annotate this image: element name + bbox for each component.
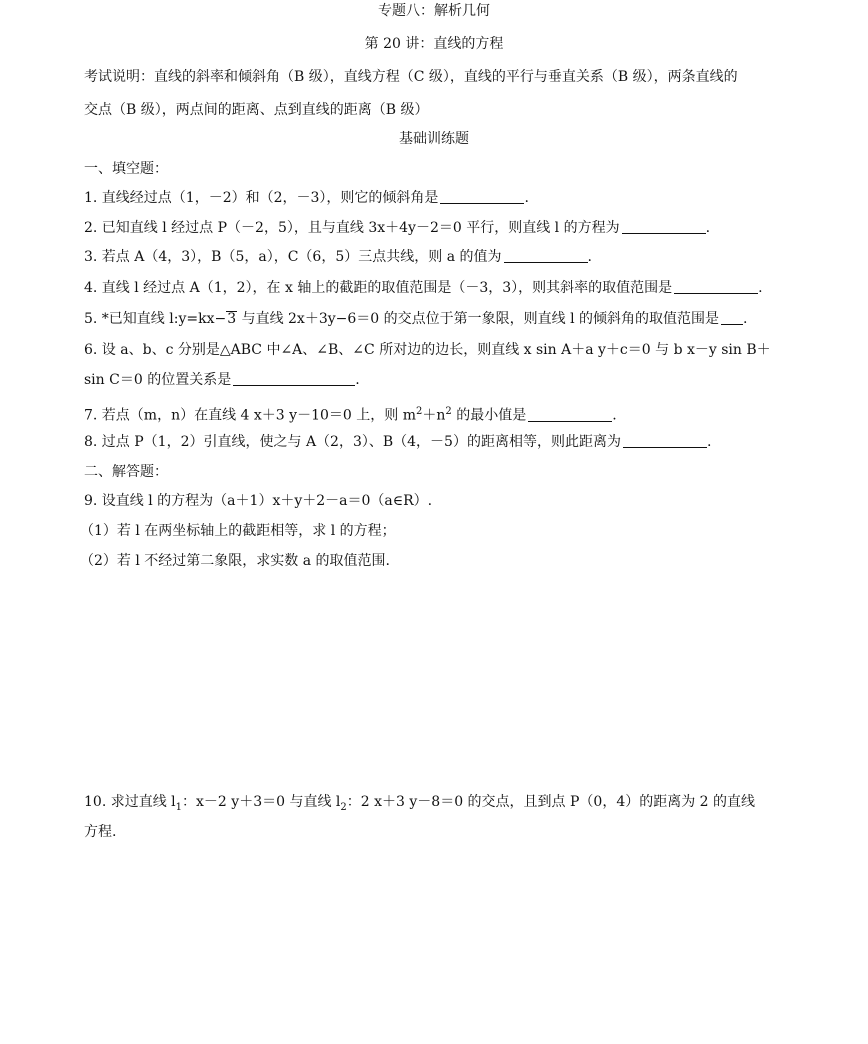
question-5: 5. *已知直线 l:y=kx−3 与直线 2x＋3y−6＝0 的交点位于第一象限，则直线 l 的倾斜角的取值范围是 . (84, 311, 748, 327)
lecture-title: 第 20 讲：直线的方程 (364, 36, 504, 52)
question-1-text: 1. 直线经过点（1，－2）和（2，－3），则它的倾斜角是 (84, 190, 439, 206)
question-9-stem: 9. 设直线 l 的方程为（a＋1）x＋y＋2－a＝0（a∈R）. (84, 493, 433, 509)
answer-blank[interactable] (721, 310, 743, 325)
topic-title: 专题八：解析几何 (378, 3, 490, 19)
answer-blank[interactable] (674, 279, 758, 294)
question-6-line2: sin C＝0 的位置关系是 . (84, 372, 360, 388)
exam-description-line2: 交点（B 级），两点间的距离、点到直线的距离（B 级） (84, 102, 429, 118)
question-2-text: 2. 已知直线 l 经过点 P（－2，5），且与直线 3x＋4y－2＝0 平行，则直线 l 的方程为 (84, 220, 620, 236)
question-3-text: 3. 若点 A（4，3），B（5，a），C（6，5）三点共线，则 a 的值为 (84, 249, 502, 265)
question-9-sub2: （2）若 l 不经过第二象限，求实数 a 的取值范围. (80, 553, 390, 569)
question-7: 7. 若点（m，n）在直线 4 x＋3 y－10＝0 上，则 $m^2+n^2$ 的最小值是 . (84, 406, 617, 424)
question-4-text: 4. 直线 l 经过点 A（1，2），在 x 轴上的截距的取值范围是（－3，3），则其斜率的取值范围是 (84, 280, 673, 296)
section-title: 基础训练题 (399, 131, 469, 147)
sqrt-expression: 3 (227, 311, 237, 327)
part1-title: 一、填空题： (84, 161, 168, 177)
part2-title: 二、解答题： (84, 464, 168, 480)
question-8: 8. 过点 P（1，2）引直线，使之与 A（2，3）、B（4，－5）的距离相等，则此距离为 . (84, 434, 712, 450)
question-10-line1: 10. 求过直线 $l_1$：x－2 y＋3＝0 与直线 $l_2$：2 x＋3 y－8＝0 的交点，且到点 P（0，4）的距离为 2 的直线 (84, 794, 756, 813)
answer-blank[interactable] (528, 407, 612, 422)
exam-description-line1: 考试说明：直线的斜率和倾斜角（B 级），直线方程（C 级），直线的平行与垂直关系（B 级），两条直线的 (84, 69, 738, 85)
answer-blank[interactable] (622, 219, 706, 234)
answer-blank[interactable] (623, 433, 707, 448)
question-4: 4. 直线 l 经过点 A（1，2），在 x 轴上的截距的取值范围是（－3，3），则其斜率的取值范围是 . (84, 280, 763, 296)
question-2: 2. 已知直线 l 经过点 P（－2，5），且与直线 3x＋4y－2＝0 平行，则直线 l 的方程为 . (84, 220, 711, 236)
question-1: 1. 直线经过点（1，－2）和（2，－3），则它的倾斜角是 . (84, 190, 529, 206)
question-3: 3. 若点 A（4，3），B（5，a），C（6，5）三点共线，则 a 的值为 . (84, 249, 592, 265)
question-6-line1: 6. 设 a、b、c 分别是△ABC 中∠A、∠B、∠C 所对边的边长，则直线 x sin A＋a y＋c＝0 与 b x－y sin B＋ (84, 342, 771, 358)
question-10-line2: 方程. (84, 824, 117, 840)
answer-blank[interactable] (233, 371, 355, 386)
answer-blank[interactable] (504, 248, 588, 263)
question-9-sub1: （1）若 l 在两坐标轴上的截距相等，求 l 的方程； (80, 523, 396, 539)
question-8-text: 8. 过点 P（1，2）引直线，使之与 A（2，3）、B（4，－5）的距离相等，则此距离为 (84, 434, 621, 450)
answer-blank[interactable] (440, 189, 524, 204)
